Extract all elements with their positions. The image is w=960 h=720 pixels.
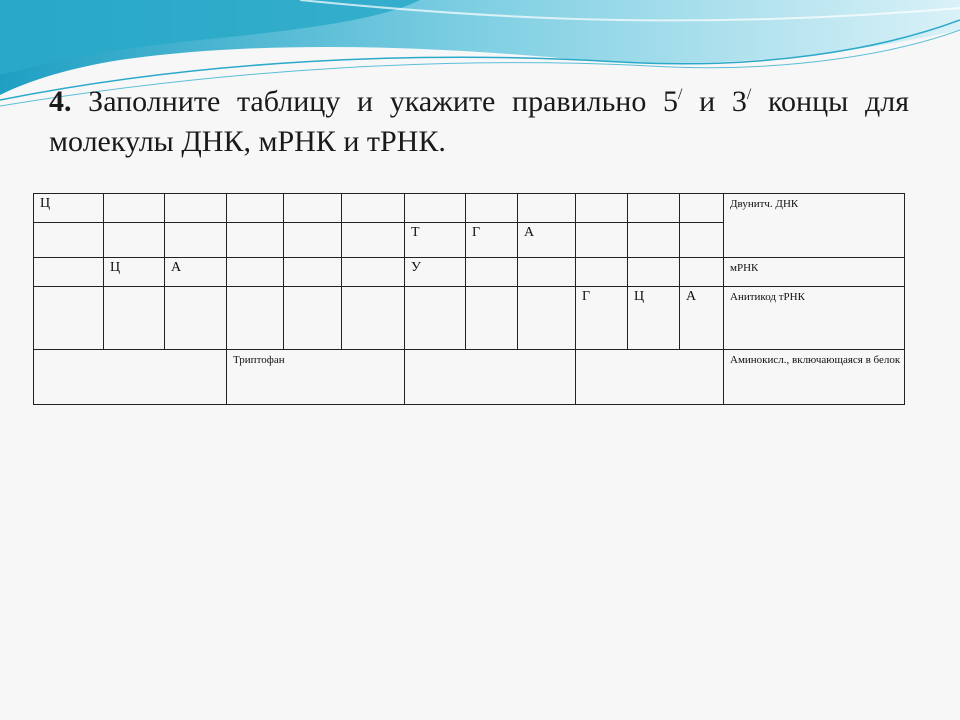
table-cell bbox=[104, 194, 165, 223]
table-cell bbox=[227, 223, 284, 258]
prime-mark-5: / bbox=[678, 86, 683, 103]
title-text-part3: концы для bbox=[751, 85, 909, 118]
table-cell: Т bbox=[405, 223, 466, 258]
table-cell bbox=[628, 223, 680, 258]
table-cell bbox=[576, 350, 724, 405]
table-cell: А bbox=[518, 223, 576, 258]
row-label-trna: Анитикод тРНК bbox=[724, 287, 905, 350]
table-cell bbox=[34, 350, 227, 405]
table-cell bbox=[284, 194, 342, 223]
dna-rna-table bbox=[33, 193, 905, 405]
table-cell bbox=[227, 287, 284, 350]
table-cell bbox=[284, 223, 342, 258]
title-text-part1: Заполните таблицу и укажите правильно 5 bbox=[88, 85, 679, 118]
table-cell bbox=[165, 223, 227, 258]
title-text-part2: и 3 bbox=[682, 85, 747, 118]
table-cell bbox=[165, 287, 227, 350]
table-cell bbox=[34, 258, 104, 287]
table-cell bbox=[284, 258, 342, 287]
table-cell: У bbox=[405, 258, 466, 287]
table-cell bbox=[405, 194, 466, 223]
table-cell bbox=[680, 223, 724, 258]
table-cell bbox=[405, 287, 466, 350]
task-number: 4. bbox=[49, 85, 72, 118]
table-cell bbox=[518, 194, 576, 223]
table-cell bbox=[628, 258, 680, 287]
table-cell bbox=[680, 194, 724, 223]
table-cell bbox=[576, 223, 628, 258]
table-cell bbox=[284, 287, 342, 350]
table-row bbox=[34, 194, 905, 223]
table-cell bbox=[227, 194, 284, 223]
table-cell: Ц bbox=[104, 258, 165, 287]
table-cell bbox=[466, 258, 518, 287]
table-row bbox=[34, 350, 905, 405]
table-cell bbox=[342, 223, 405, 258]
table-cell bbox=[628, 194, 680, 223]
table-cell: А bbox=[680, 287, 724, 350]
table-cell bbox=[518, 258, 576, 287]
table-cell bbox=[680, 258, 724, 287]
table-cell bbox=[34, 223, 104, 258]
table-cell bbox=[576, 194, 628, 223]
table-cell bbox=[466, 194, 518, 223]
table-row bbox=[34, 287, 905, 350]
title-line-2: молекулы ДНК, мРНК и тРНК. bbox=[49, 125, 446, 158]
table-cell bbox=[165, 194, 227, 223]
prime-mark-3: / bbox=[746, 86, 752, 103]
table-cell bbox=[342, 258, 405, 287]
table-cell bbox=[342, 287, 405, 350]
table-cell: А bbox=[165, 258, 227, 287]
table-cell bbox=[405, 350, 576, 405]
task-title bbox=[49, 82, 909, 162]
table-cell bbox=[34, 287, 104, 350]
row-label-amino-acid: Аминокисл., включающаяся в белок bbox=[724, 350, 905, 405]
table-cell bbox=[227, 258, 284, 287]
table-row bbox=[34, 258, 905, 287]
table-cell: Г bbox=[466, 223, 518, 258]
table-cell bbox=[466, 287, 518, 350]
table-cell bbox=[576, 258, 628, 287]
row-label-mrna: мРНК bbox=[724, 258, 905, 287]
amino-acid-cell: Триптофан bbox=[227, 350, 405, 405]
row-label-dna: Двунитч. ДНК bbox=[724, 194, 905, 258]
table-cell: Ц bbox=[34, 194, 104, 223]
table-cell: Г bbox=[576, 287, 628, 350]
table-cell bbox=[104, 287, 165, 350]
table-cell bbox=[104, 223, 165, 258]
table-cell bbox=[518, 287, 576, 350]
table-cell: Ц bbox=[628, 287, 680, 350]
table-cell bbox=[342, 194, 405, 223]
